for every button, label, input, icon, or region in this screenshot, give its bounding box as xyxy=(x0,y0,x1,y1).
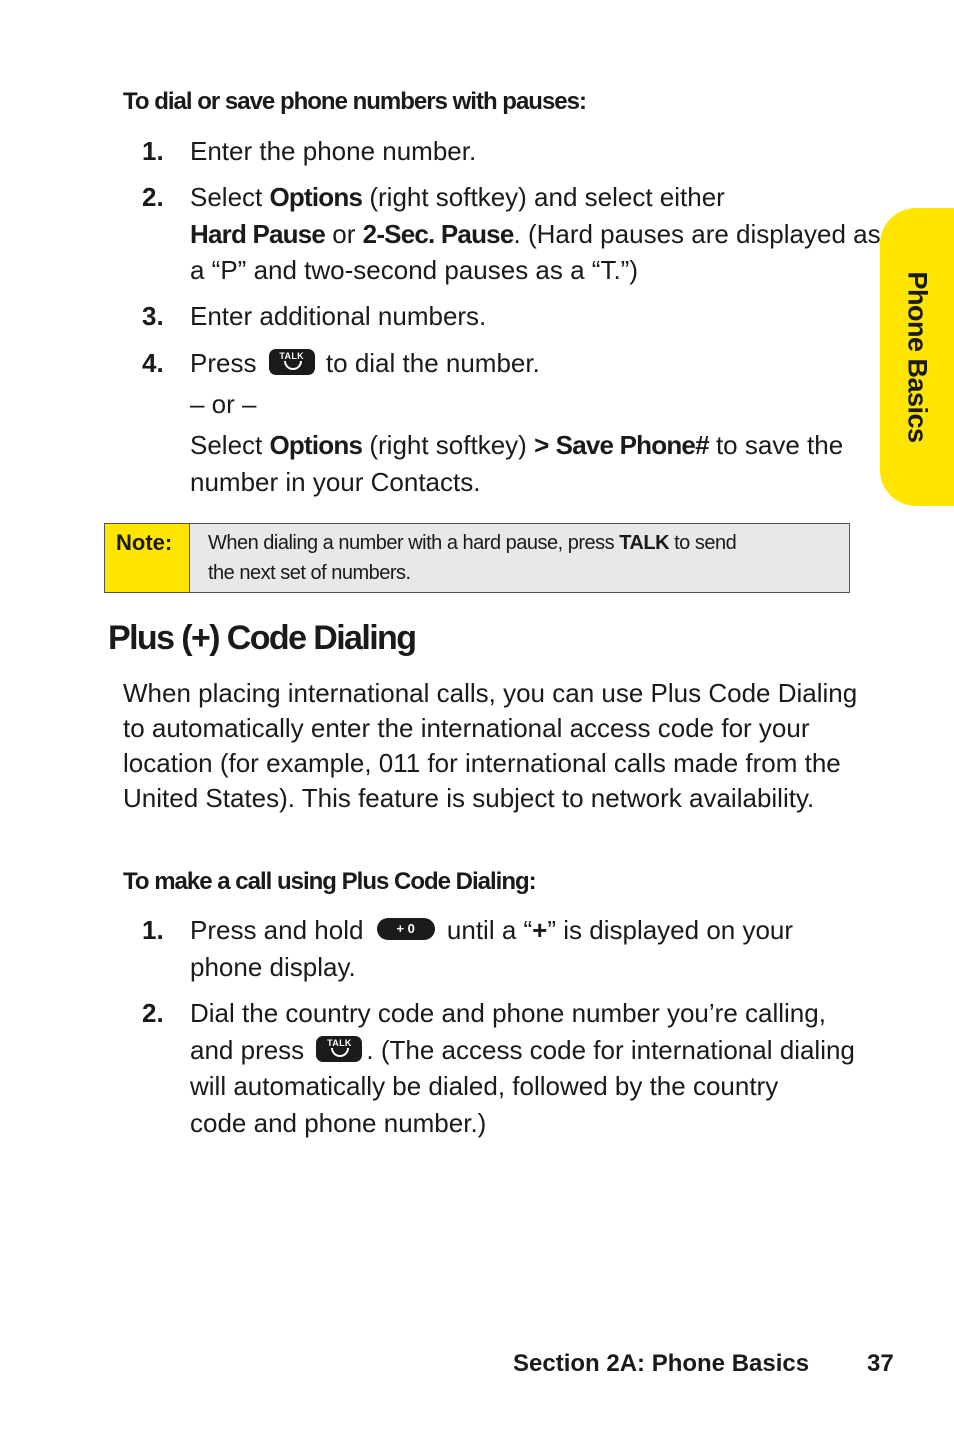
hard-pause-term: Hard Pause xyxy=(190,218,326,249)
step-text: number in your Contacts. xyxy=(190,466,481,497)
step-text: a “P” and two-second pauses as a “T.”) xyxy=(190,255,638,285)
section-title: Plus (+) Code Dialing xyxy=(108,619,416,657)
plus-zero-key-icon: + 0 xyxy=(377,918,435,940)
step-text: . (The access code for international dialing xyxy=(366,1034,855,1065)
step-text: until a “ xyxy=(439,915,533,945)
step-text: or xyxy=(325,218,363,249)
menu-arrow-icon: > xyxy=(534,430,550,460)
step-text: Select xyxy=(190,182,270,212)
or-separator: – or – xyxy=(190,389,257,419)
page-number: 37 xyxy=(867,1350,894,1377)
step-number: 2. xyxy=(142,182,164,212)
step-text: and press xyxy=(190,1034,312,1065)
talk-key-icon: TALK xyxy=(269,349,315,375)
note-box xyxy=(104,523,850,593)
step-text: code and phone number.) xyxy=(190,1107,487,1138)
step-text: will automatically be dialed, followed by the country xyxy=(190,1071,779,1101)
step-number: 1. xyxy=(142,915,164,945)
step-number: 3. xyxy=(142,301,164,331)
step-number: 4. xyxy=(142,348,164,378)
step-text: Press and hold xyxy=(190,915,371,945)
talk-term: TALK xyxy=(619,532,670,554)
step-text: (right softkey) and select either xyxy=(362,182,725,212)
step-text: ” is displayed on your xyxy=(547,915,794,945)
step-text: Press xyxy=(190,348,264,378)
pauses-heading: To dial or save phone numbers with pauses: xyxy=(123,88,586,115)
save-phone-term: Save Phone# xyxy=(549,430,709,460)
step-number: 1. xyxy=(142,136,164,166)
intro-paragraph: When placing international calls, you can use Plus Code Dialing to automatically enter the international access code for your location (for example, 011 for international calls made from the United States). This feature is subject to network availability. xyxy=(123,678,858,813)
step-text: Select xyxy=(190,430,270,460)
step-text: Enter the phone number. xyxy=(190,136,477,166)
step-text: . (Hard pauses are displayed as xyxy=(513,218,881,249)
note-label: Note: xyxy=(105,524,190,592)
step-text: to save the xyxy=(708,430,844,460)
plus-symbol: + xyxy=(532,915,548,945)
step-text: to dial the number. xyxy=(318,348,540,378)
step-text: (right softkey) xyxy=(362,430,535,460)
options-term: Options xyxy=(269,430,363,460)
note-text: When dialing a number with a hard pause, press TALK to send the next set of numbers. xyxy=(208,532,737,584)
side-tab-label: Phone Basics xyxy=(902,271,933,443)
two-sec-pause-term: 2-Sec. Pause xyxy=(362,218,514,249)
options-term: Options xyxy=(269,182,363,212)
step-number: 2. xyxy=(142,998,164,1028)
talk-key-icon: TALK xyxy=(316,1036,362,1062)
plus-heading: To make a call using Plus Code Dialing: xyxy=(123,868,536,895)
footer-section: Section 2A: Phone Basics xyxy=(513,1350,810,1377)
step-text: Enter additional numbers. xyxy=(190,301,487,331)
step-text: Dial the country code and phone number you’re calling, xyxy=(190,998,826,1028)
step-text: phone display. xyxy=(190,951,356,982)
